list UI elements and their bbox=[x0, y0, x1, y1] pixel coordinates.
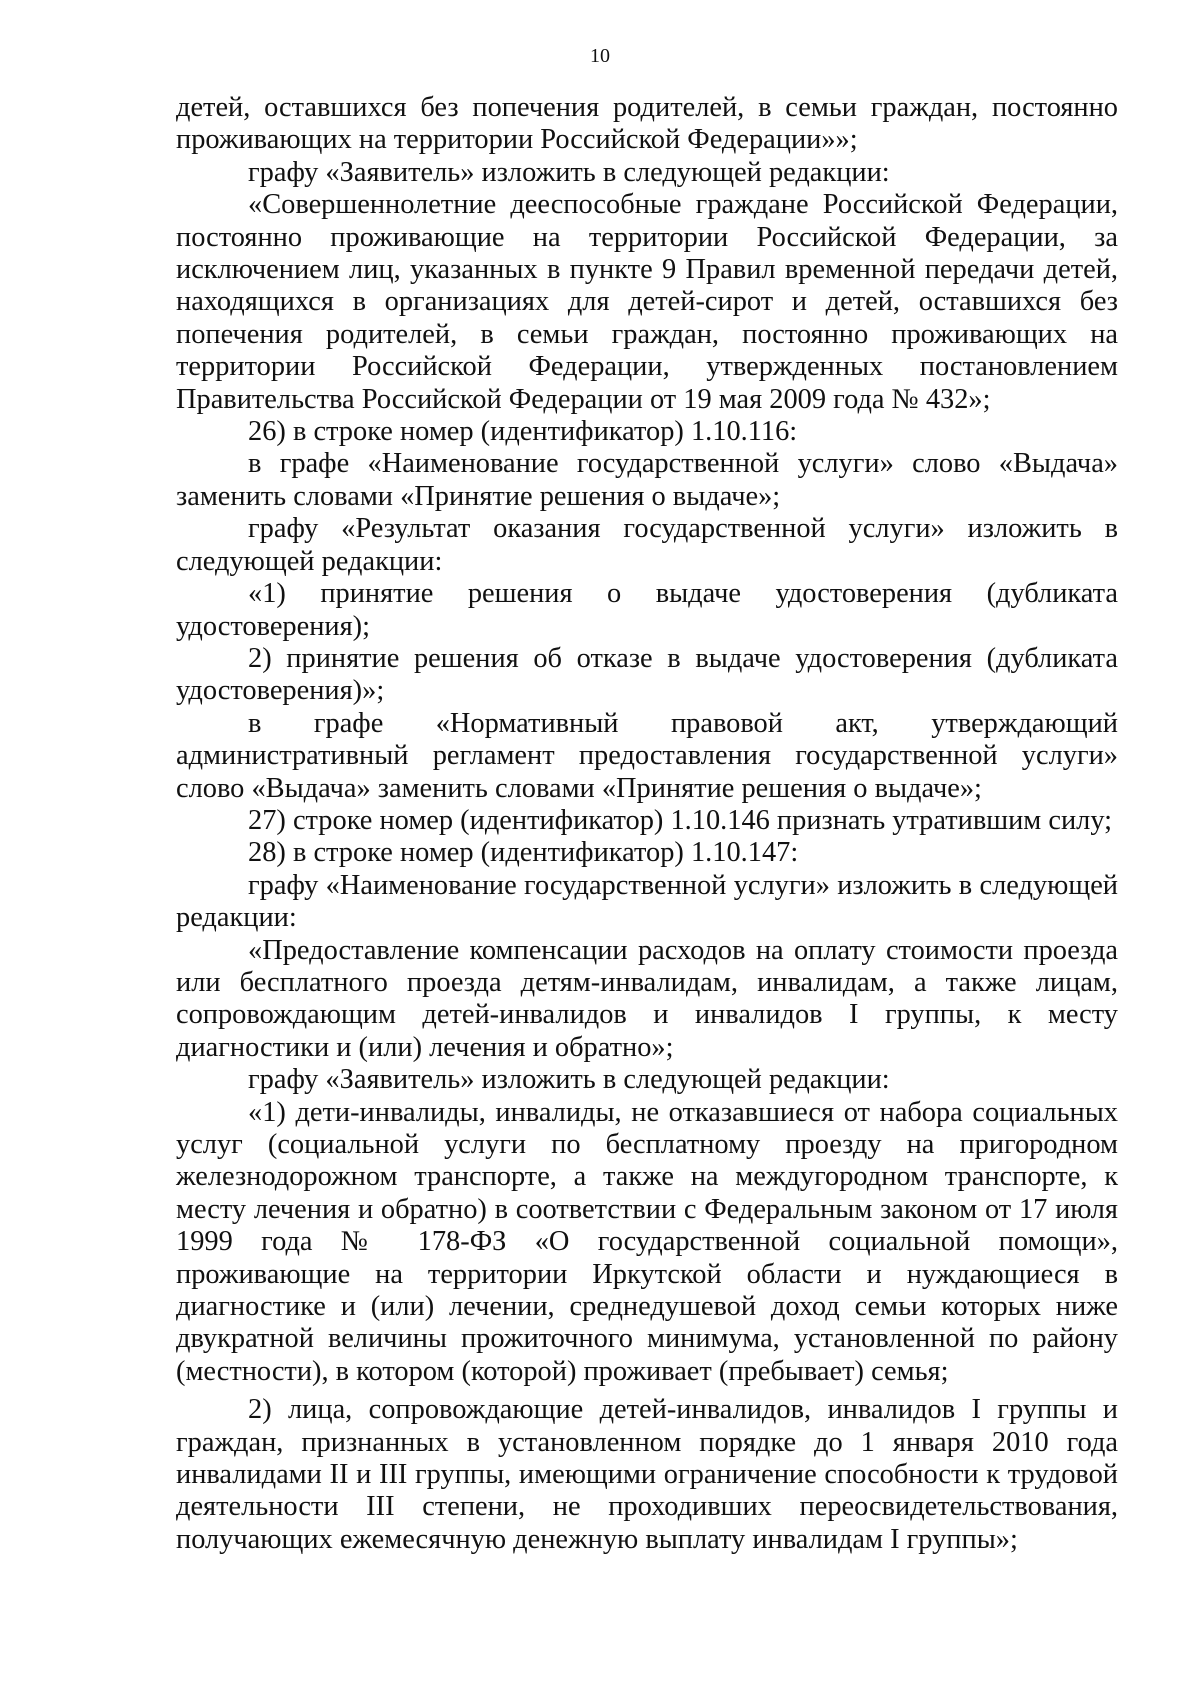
paragraph: 2) лица, сопровождающие детей-инвалидов, инвалидов I группы и граждан, признанных в установленном порядке до 1 января 2010 года инвалидами II и III группы, имеющими ограничение способности к трудовой деятельности III степени, не проходивших переосвидетельствования, получающих ежемесячную денежную выплату инвалидам I группы»; bbox=[176, 1394, 1118, 1555]
paragraph: детей, оставшихся без попечения родителей, в семьи граждан, постоянно проживающих на территории Российской Федерации»»; bbox=[176, 92, 1118, 156]
paragraph: «1) принятие решения о выдаче удостоверения (дубликата удостоверения); bbox=[176, 578, 1118, 642]
page-number: 10 bbox=[590, 45, 610, 67]
paragraph: графу «Заявитель» изложить в следующей редакции: bbox=[248, 1064, 890, 1096]
paragraph: в графе «Наименование государственной услуги» слово «Выдача» заменить словами «Принятие решения о выдаче»; bbox=[176, 448, 1118, 512]
paragraph: «1) дети-инвалиды, инвалиды, не отказавшиеся от набора социальных услуг (социальной услуги по бесплатному проезду на пригородном железнодорожном транспорте, а также на междугородном транспорте, к месту лечения и обратно) в соответствии с Федеральным законом от 17 июля 1999 года № 178-ФЗ «О государственной социальной помощи», проживающие на территории Иркутской области и нуждающиеся в диагностике и (или) лечении, среднедушевой доход семьи которых ниже двукратной величины прожиточного минимума, установленной по району (местности), в котором (которой) проживает (пребывает) семья; bbox=[176, 1096, 1118, 1387]
paragraph: «Совершеннолетние дееспособные граждане Российской Федерации, постоянно проживающие на территории Российской Федерации, за исключением лиц, указанных в пункте 9 Правил временной передачи детей, находящихся в организациях для детей-сирот и детей, оставшихся без попечения родителей, в семьи граждан, постоянно проживающих на территории Российской Федерации, утвержденных постановлением Правительства Российской Федерации от 19 мая 2009 года № 432»; bbox=[176, 189, 1118, 415]
paragraph: графу «Заявитель» изложить в следующей редакции: bbox=[248, 156, 890, 188]
paragraph: графу «Результат оказания государственной услуги» изложить в следующей редакции: bbox=[176, 513, 1118, 577]
document-body bbox=[176, 92, 1118, 1556]
paragraph: 26) в строке номер (идентификатор) 1.10.116: bbox=[248, 416, 798, 448]
paragraph: 28) в строке номер (идентификатор) 1.10.147: bbox=[248, 837, 799, 869]
paragraph: графу «Наименование государственной услуги» изложить в следующей редакции: bbox=[176, 869, 1118, 934]
paragraph: в графе «Нормативный правовой акт, утверждающий административный регламент предоставления государственной услуги» слово «Выдача» заменить словами «Принятие решения о выдаче»; bbox=[176, 707, 1118, 804]
paragraph: 27) строке номер (идентификатор) 1.10.146 признать утратившим силу; bbox=[248, 804, 1113, 836]
paragraph: 2) принятие решения об отказе в выдаче удостоверения (дубликата удостоверения)»; bbox=[176, 642, 1118, 707]
paragraph: «Предоставление компенсации расходов на оплату стоимости проезда или бесплатного проезда детям-инвалидам, инвалидам, а также лицам, сопровождающим детей-инвалидов и инвалидов I группы, к месту диагностики и (или) лечения и обратно»; bbox=[176, 934, 1118, 1063]
